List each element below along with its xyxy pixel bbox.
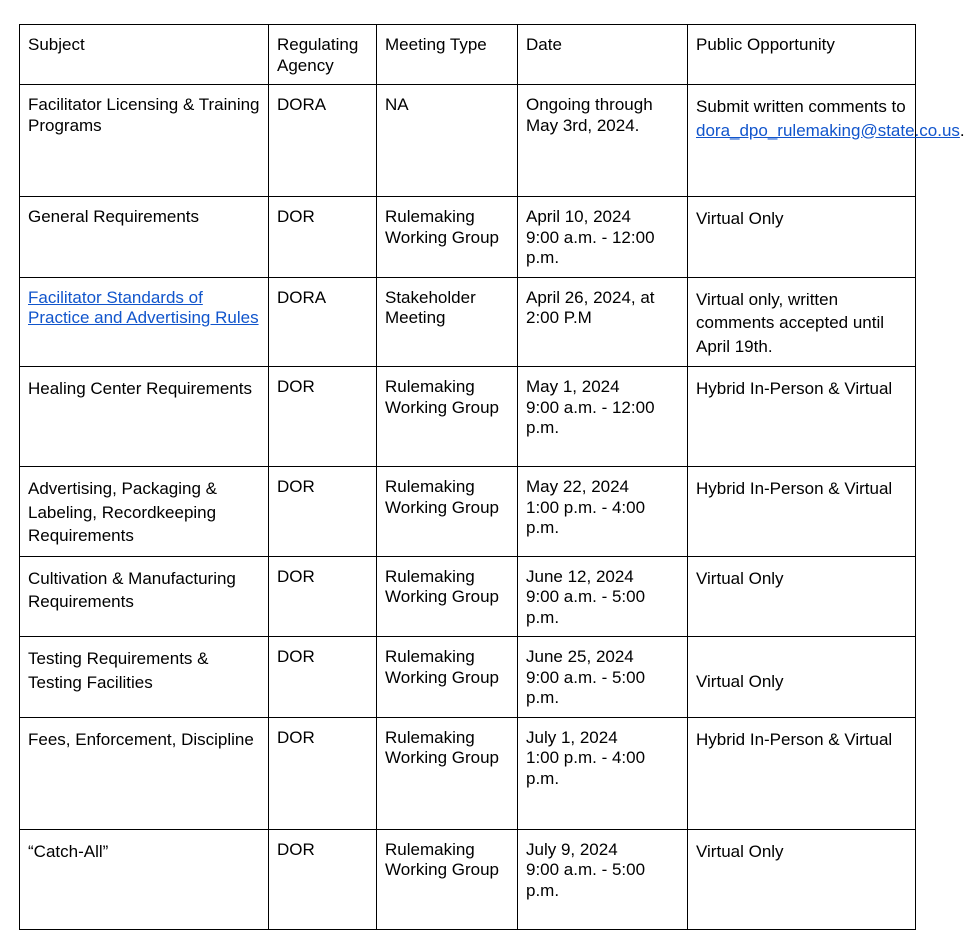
meeting-schedule-table xyxy=(19,24,965,930)
cell-meeting-type: Rulemaking Working Group xyxy=(377,717,518,829)
cell-subject: “Catch-All” xyxy=(20,829,269,929)
cell-meeting-type: Rulemaking Working Group xyxy=(377,829,518,929)
cell-agency: DOR xyxy=(269,197,377,278)
table-row xyxy=(20,277,916,367)
cell-meeting-type: NA xyxy=(377,85,518,197)
date-day: June 25, 2024 xyxy=(526,647,634,666)
table-row xyxy=(20,197,916,278)
header-regulating-agency: Regulating Agency xyxy=(269,25,377,85)
cell-agency: DOR xyxy=(269,717,377,829)
date-time: 9:00 a.m. - 12:00 p.m. xyxy=(526,227,655,267)
date-time: 9:00 a.m. - 12:00 p.m. xyxy=(526,397,655,437)
header-meeting-type: Meeting Type xyxy=(377,25,518,85)
table-header-row xyxy=(20,25,916,85)
header-public-opportunity: Public Opportunity xyxy=(688,25,916,85)
cell-public-opportunity: Hybrid In-Person & Virtual xyxy=(688,367,916,467)
cell-meeting-type: Rulemaking Working Group xyxy=(377,637,518,718)
date-time: 1:00 p.m. - 4:00 p.m. xyxy=(526,748,646,788)
cell-public-opportunity: Virtual Only xyxy=(688,829,916,929)
header-date: Date xyxy=(518,25,688,85)
cell-meeting-type: Rulemaking Working Group xyxy=(377,367,518,467)
cell-meeting-type: Rulemaking Working Group xyxy=(377,197,518,278)
cell-subject: Testing Requirements & Testing Facilities xyxy=(20,637,269,718)
cell-agency: DORA xyxy=(269,85,377,197)
cell-agency: DOR xyxy=(269,556,377,637)
email-link[interactable]: dora_dpo_rulemaking@state.co.us xyxy=(696,120,960,140)
date-time: 9:00 a.m. - 5:00 p.m. xyxy=(526,667,646,707)
table-row xyxy=(20,467,916,557)
cell-public-opportunity: Virtual only, written comments accepted until April 19th. xyxy=(688,277,916,367)
cell-meeting-type: Rulemaking Working Group xyxy=(377,467,518,557)
date-time: 9:00 a.m. - 5:00 p.m. xyxy=(526,860,646,900)
cell-subject: Advertising, Packaging & Labeling, Recordkeeping Requirements xyxy=(20,467,269,557)
table-row xyxy=(20,367,916,467)
date-time: 1:00 p.m. - 4:00 p.m. xyxy=(526,497,646,537)
cell-date xyxy=(518,829,688,929)
date-day: July 1, 2024 xyxy=(526,727,618,747)
cell-date xyxy=(518,637,688,718)
cell-subject: Fees, Enforcement, Discipline xyxy=(20,717,269,829)
cell-subject: Healing Center Requirements xyxy=(20,367,269,467)
cell-agency: DOR xyxy=(269,367,377,467)
cell-meeting-type: Rulemaking Working Group xyxy=(377,556,518,637)
cell-subject: Facilitator Licensing & Training Programs xyxy=(20,85,269,197)
cell-meeting-type: Stakeholder Meeting xyxy=(377,277,518,367)
cell-subject: Cultivation & Manufacturing Requirements xyxy=(20,556,269,637)
date-time: 9:00 a.m. - 5:00 p.m. xyxy=(526,587,646,627)
cell-date: April 26, 2024, at 2:00 P.M xyxy=(518,277,688,367)
cell-date xyxy=(518,367,688,467)
cell-date xyxy=(518,556,688,637)
table-row xyxy=(20,556,916,637)
cell-agency: DORA xyxy=(269,277,377,367)
cell-public-opportunity xyxy=(688,85,965,197)
table-row xyxy=(20,717,916,829)
table-row xyxy=(20,637,916,718)
date-day: May 1, 2024 xyxy=(526,377,620,396)
cell-date: Ongoing through May 3rd, 2024. xyxy=(518,85,688,197)
cell-public-opportunity xyxy=(688,637,916,718)
cell-date xyxy=(518,197,688,278)
cell-agency: DOR xyxy=(269,637,377,718)
cell-subject: General Requirements xyxy=(20,197,269,278)
date-day: April 10, 2024 xyxy=(526,207,631,226)
date-day: May 22, 2024 xyxy=(526,477,630,496)
opportunity-text: Submit written comments to xyxy=(696,97,906,116)
cell-date xyxy=(518,467,688,557)
date-day: July 9, 2024 xyxy=(526,839,618,859)
cell-date xyxy=(518,717,688,829)
cell-subject xyxy=(20,277,269,367)
opportunity-text: Virtual Only xyxy=(696,672,784,691)
table-row xyxy=(20,829,916,929)
cell-public-opportunity: Virtual Only xyxy=(688,197,916,278)
opportunity-suffix: . xyxy=(959,120,965,140)
facilitator-standards-link[interactable]: Facilitator Standards of Practice and Advertising Rules xyxy=(28,287,259,327)
cell-public-opportunity: Hybrid In-Person & Virtual xyxy=(688,467,916,557)
header-subject: Subject xyxy=(20,25,269,85)
cell-agency: DOR xyxy=(269,467,377,557)
cell-agency: DOR xyxy=(269,829,377,929)
cell-public-opportunity: Virtual Only xyxy=(688,556,916,637)
table-row xyxy=(20,85,916,197)
cell-public-opportunity: Hybrid In-Person & Virtual xyxy=(688,717,916,829)
date-day: June 12, 2024 xyxy=(526,566,634,586)
